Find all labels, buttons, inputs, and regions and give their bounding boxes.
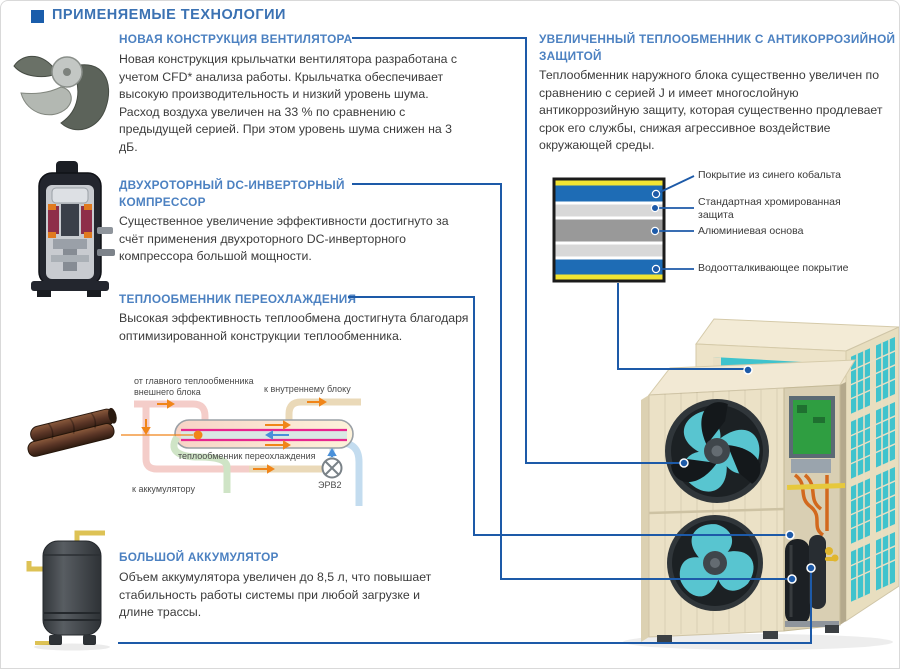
label-to-accumulator: к аккумулятору <box>132 484 195 494</box>
copper-pipe-photo <box>23 407 121 458</box>
label-from-main-hx: от главного теплообменника внешнего блока <box>134 376 254 397</box>
fan-propeller-image <box>9 37 117 145</box>
outdoor-unit-image <box>613 299 900 653</box>
layer-label-aluminum: Алюминиевая основа <box>698 225 804 237</box>
layer-label-hydrophobic: Водоотталкивающее покрытие <box>698 262 849 274</box>
header-bullet-square <box>31 10 44 23</box>
page-title: ПРИМЕНЯЕМЫЕ ТЕХНОЛОГИИ <box>52 7 286 23</box>
section-title-compressor: ДВУХРОТОРНЫЙ DC-ИНВЕРТОРНЫЙ КОМПРЕССОР <box>119 178 345 209</box>
accumulator-image <box>25 529 123 651</box>
section-title-anticorrosion: УВЕЛИЧЕННЫЙ ТЕПЛООБМЕННИК С АНТИКОРРОЗИЙНОЙ ЗАЩИТОЙ <box>539 32 896 63</box>
section-title-accumulator: БОЛЬШОЙ АККУМУЛЯТОР <box>119 550 279 564</box>
label-to-indoor: к внутреннему блоку <box>264 384 351 394</box>
label-exchanger: теплообменник переохлаждения <box>178 451 316 461</box>
label-valve-erv2: ЭРВ2 <box>318 480 342 490</box>
compressor-image <box>23 159 118 299</box>
layer-label-chrome: Стандартная хромированная защита <box>698 196 841 221</box>
coating-layers-diagram <box>546 166 706 288</box>
section-body-fan: Новая конструкция крыльчатки вентилятора разработана с учетом CFD* анализа работы. Крыльчатка обеспечивает высокую производительность и низкий уровень шума. Расход воздуха увеличен на 33 % по сравнению с предыдущей серией. При этом уровень шума снижен на 3 дБ. <box>119 52 458 154</box>
section-body-anticorrosion: Теплообменник наружного блока существенно увеличен по сравнению с серией J и имеет многослойную антикоррозийную защиту, которая существенно продлевает срок его службы, снижая агрессивное воздействие окружающей среды. <box>539 68 883 153</box>
section-title-subcooler: ТЕПЛООБМЕННИК ПЕРЕОХЛАЖДЕНИЯ <box>119 292 357 306</box>
section-body-subcooler: Высокая эффективность теплообмена достигнута благодаря оптимизированной конструкции теплообменника. <box>119 311 469 343</box>
section-body-accumulator: Объем аккумулятора увеличен до 8,5 л, что повышает стабильность работы системы при любой загрузке и длине трассы. <box>119 570 432 620</box>
section-body-compressor: Существенное увеличение эффективности достигнуто за счёт применения двухроторного DC-инверторного компрессора большой мощности. <box>119 214 449 264</box>
layer-label-cobalt: Покрытие из синего кобальта <box>698 169 841 181</box>
section-title-fan: НОВАЯ КОНСТРУКЦИЯ ВЕНТИЛЯТОРА <box>119 32 353 46</box>
